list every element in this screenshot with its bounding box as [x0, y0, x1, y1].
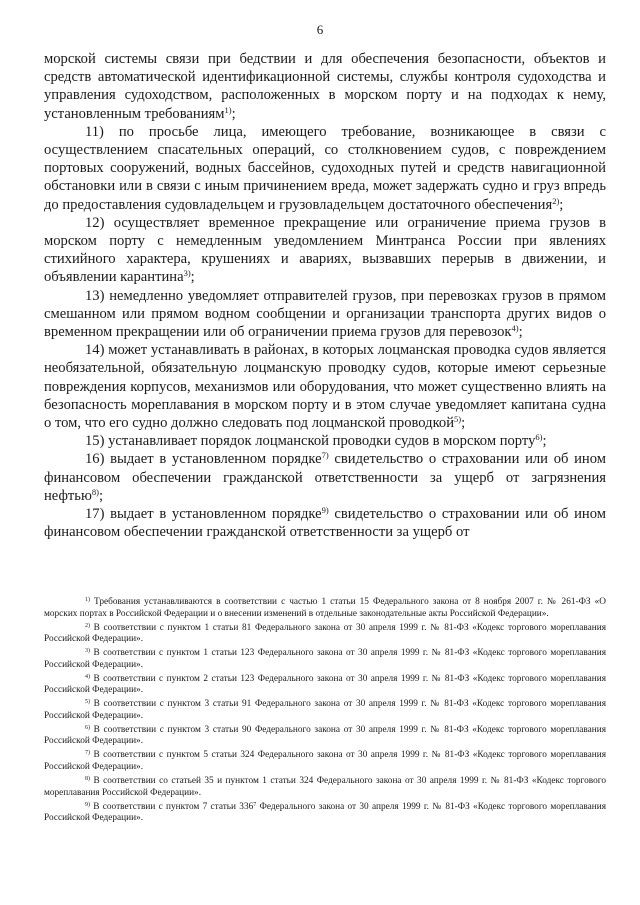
paragraph-text: 12) осуществляет временное прекращение или ограничение приема грузов в морском порту с немедленным уведомлением Минтранса России при явлениях стихийного характера, крушениях и авариях, вызвавших перерыв в движении, и объявлении карантина — [44, 214, 606, 286]
footnote-text: В соответствии с пунктом 3 статьи 91 Федерального закона от 30 апреля 1999 г. № 81-ФЗ «Кодекс торгового мореплавания Российской Федерации». — [44, 699, 606, 721]
paragraph-item-12 — [44, 214, 606, 287]
footnote-2 — [44, 623, 606, 646]
paragraph-item-13 — [44, 287, 606, 342]
paragraph-tail: ; — [98, 487, 104, 504]
paragraph-tail: ; — [190, 269, 195, 286]
paragraph-item-15 — [44, 432, 606, 450]
footnote-ref: 1) — [224, 104, 232, 115]
paragraph-tail: ; — [518, 324, 523, 341]
footnote-text: В соответствии с пунктом 1 статьи 123 Федерального закона от 30 апреля 1999 г. № 81-ФЗ «Кодекс торгового мореплавания Российской Федерации». — [44, 648, 606, 670]
paragraph-tail: ; — [559, 196, 564, 213]
paragraph-item-16 — [44, 450, 606, 505]
footnote-article-superscript: 7 — [253, 801, 257, 808]
paragraph-item-17 — [44, 505, 606, 541]
footnote-mark: 2) — [85, 622, 90, 629]
footnote-mark: 4) — [85, 673, 90, 680]
paragraph-text: 16) выдает в установленном порядке — [85, 451, 322, 468]
document-body — [44, 50, 606, 541]
paragraph-item-14 — [44, 341, 606, 432]
footnote-7 — [44, 750, 606, 773]
paragraph-text: 15) устанавливает порядок лоцманской проводки судов в морском порту — [85, 433, 536, 450]
footnotes — [44, 597, 606, 827]
footnote-3 — [44, 648, 606, 671]
footnote-8 — [44, 776, 606, 799]
footnote-ref: 6) — [535, 432, 543, 443]
footnote-text: В соответствии с пунктом 7 статьи 336 — [90, 801, 254, 812]
footnote-4 — [44, 674, 606, 697]
paragraph-text: морской системы связи при бедствии и для обеспечения безопасности, объектов и средств автоматической идентификационной системы, службы контроля судоходства и управления судоходством, расположенных в морском порту и на подходах к нему, установленным требованиям — [44, 51, 606, 122]
paragraph-text: 14) может устанавливать в районах, в которых лоцманская проводка судов является необязательной, обязательную лоцманскую проводку судов, которые имеют серьезные повреждения корпусов, механизмов или оборудования, что может существенно влиять на безопасность мореплавания в морском порту и в этом случае уведомляет капитана судна о том, что его судно должно следовать под лоцманской проводкой — [44, 342, 606, 432]
footnote-ref: 8) — [91, 486, 99, 497]
paragraph-text: 13) немедленно уведомляет отправителей грузов, при перевозках грузов в прямом смешанном или прямом водном сообщении и организации транспорта других видов о временном прекращении или об ограничении приема грузов для перевозок — [44, 287, 606, 341]
paragraph-text: свидетельство о страховании или об ином финансовом обеспечении гражданской ответственности за ущерб от загрязнения нефтью — [44, 451, 606, 504]
footnote-ref: 2) — [552, 195, 560, 206]
footnote-mark: 7) — [85, 750, 90, 757]
footnote-text: В соответствии с пунктом 3 статьи 90 Федерального закона от 30 апреля 1999 г. № 81-ФЗ «Кодекс торгового мореплавания Российской Федерации». — [44, 724, 606, 747]
footnote-9 — [44, 802, 606, 825]
footnote-mark: 3) — [85, 648, 90, 655]
footnote-text: В соответствии с пунктом 5 статьи 324 Федерального закона от 30 апреля 1999 г. № 81-ФЗ «Кодекс торгового мореплавания Российской Федерации». — [44, 750, 606, 773]
footnote-ref: 3) — [183, 268, 191, 279]
paragraph-tail: ; — [231, 105, 236, 122]
footnote-ref: 4) — [511, 323, 519, 334]
footnote-mark: 8) — [85, 776, 90, 783]
footnote-mark: 5) — [85, 699, 90, 706]
footnote-text: В соответствии с пунктом 2 статьи 123 Федерального закона от 30 апреля 1999 г. № 81-ФЗ «Кодекс торгового мореплавания Российской Федерации». — [44, 673, 606, 696]
footnote-text: Требования устанавливаются в соответствии с частью 1 статьи 15 Федерального закона от 8 ноября 2007 г. № 261-ФЗ «О морских портах в Российской Федерации и о внесении изменений в отдельные законодательные акты Российской Федерации». — [44, 597, 606, 619]
paragraph-item-11 — [44, 123, 606, 214]
footnote-mark: 6) — [85, 724, 90, 731]
footnote-text: В соответствии с пунктом 1 статьи 81 Федерального закона от 30 апреля 1999 г. № 81-ФЗ «Кодекс торгового мореплавания Российской Федерации». — [44, 622, 606, 645]
footnote-ref: 9) — [321, 505, 329, 516]
footnote-ref: 7) — [321, 450, 329, 461]
footnote-5 — [44, 699, 606, 722]
footnote-ref: 5) — [454, 414, 462, 425]
footnote-6 — [44, 725, 606, 748]
footnote-mark: 1) — [85, 597, 90, 603]
paragraph-text: 11) по просьбе лица, имеющего требование, возникающее в связи с осуществлением спасательных операций, со столкновением судов, с повреждением портовых сооружений, водных бассейнов, судоходных путей и средств навигационной обстановки или в связи с иным причинением вреда, может задержать судно и груз впредь до предоставления судовладельцем и грузовладельцем достаточного обеспечения — [44, 123, 606, 213]
footnote-text: Федерального закона от 30 апреля 1999 г. № 81-ФЗ «Кодекс торгового мореплавания Российской Федерации». — [44, 801, 607, 824]
footnote-1 — [44, 597, 606, 620]
footnote-text: В соответствии со статьей 35 и пунктом 1 статьи 324 Федерального закона от 30 апреля 1999 г. № 81-ФЗ «Кодекс торгового мореплавания Российской Федерации». — [44, 776, 606, 798]
page-number: 6 — [316, 22, 324, 37]
paragraph-text: 17) выдает в установленном порядке — [85, 506, 322, 523]
paragraph-continuation — [44, 50, 606, 123]
paragraph-text: свидетельство о страховании или об ином финансовом обеспечении гражданской ответственности за ущерб от — [44, 506, 606, 541]
paragraph-tail: ; — [542, 433, 547, 450]
paragraph-tail: ; — [461, 415, 466, 432]
footnote-mark: 9) — [85, 801, 90, 808]
